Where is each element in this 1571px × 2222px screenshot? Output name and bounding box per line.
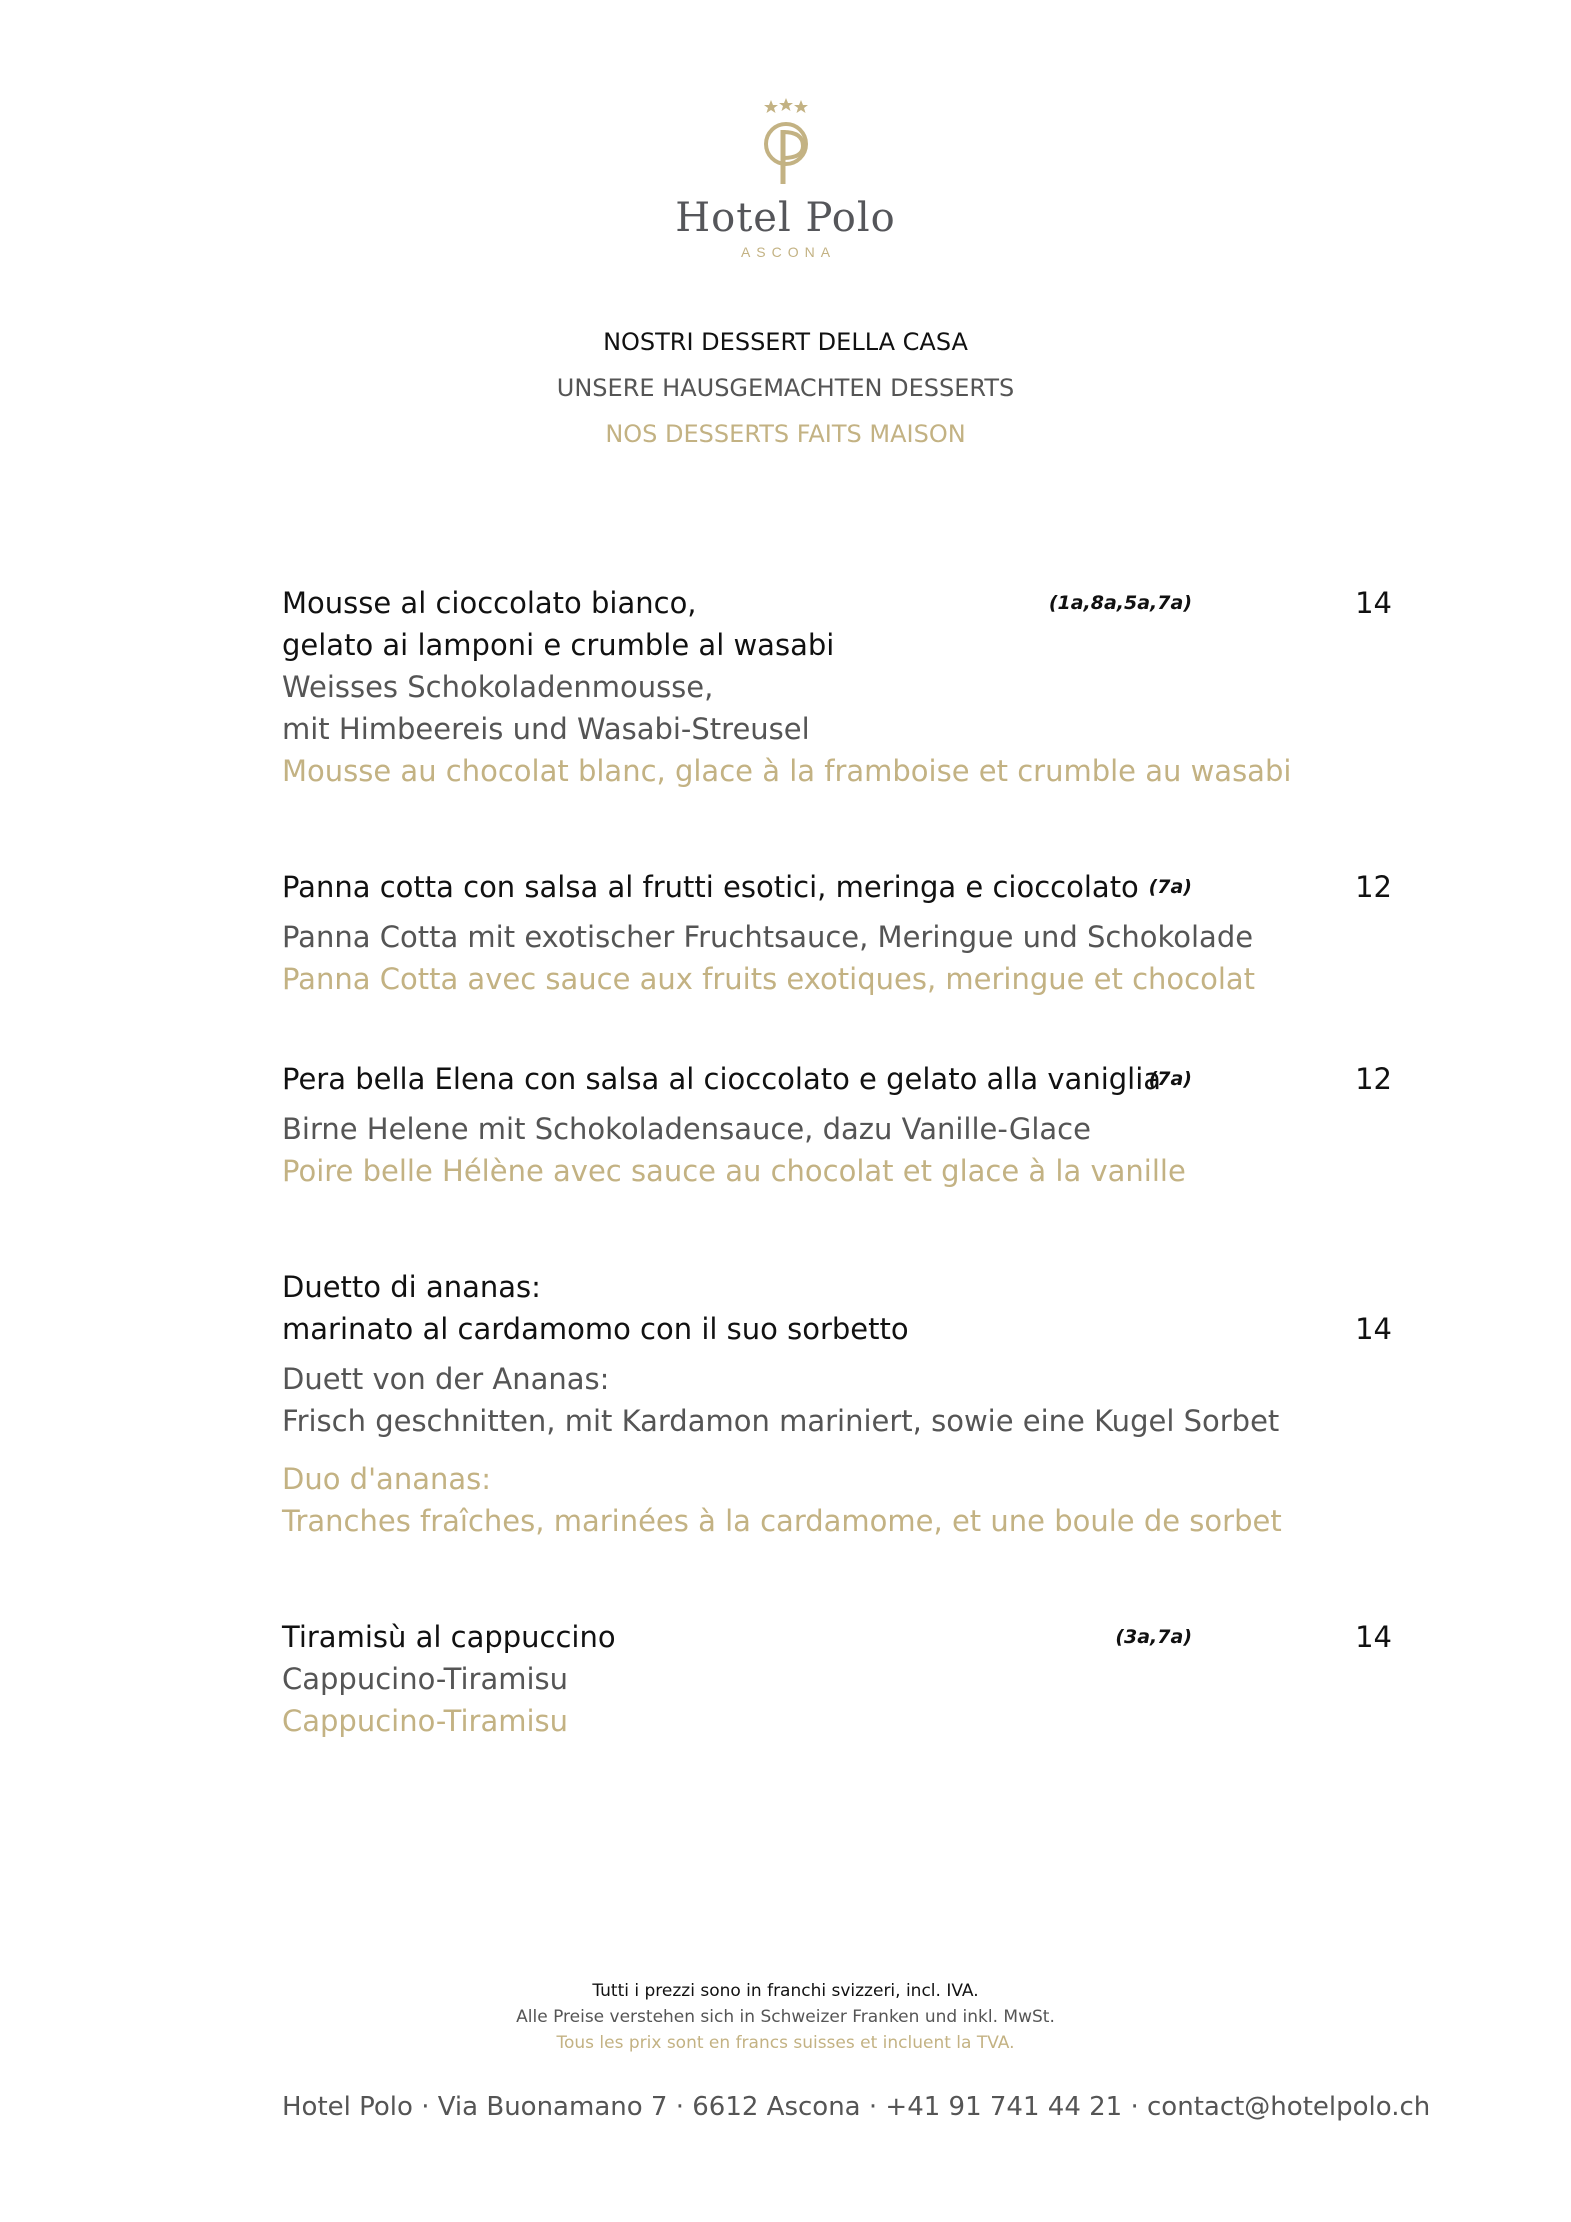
item-name-de: Cappucino-Tiramisu	[282, 1662, 569, 1696]
item-name-de: Birne Helene mit Schokoladensauce, dazu Vanille-Glace	[282, 1112, 1091, 1146]
item-name-de: Frisch geschnitten, mit Kardamon mariniert, sowie eine Kugel Sorbet	[282, 1404, 1280, 1438]
item-name-it: Panna cotta con salsa al frutti esotici, meringa e cioccolato	[282, 870, 1139, 904]
menu-item	[282, 582, 1392, 792]
menu-item	[282, 1058, 1392, 1192]
hotel-name: Hotel Polo	[675, 195, 896, 241]
allergen-codes: (7a)	[1148, 876, 1192, 898]
price-notes	[0, 1978, 1571, 2056]
title-german: UNSERE HAUSGEMACHTEN DESSERTS	[556, 374, 1015, 402]
item-name-it: Duetto di ananas:	[282, 1270, 541, 1304]
item-name-it: marinato al cardamomo con il suo sorbetto	[282, 1312, 909, 1346]
item-price: 12	[1355, 870, 1392, 904]
item-price: 14	[1355, 1620, 1392, 1654]
item-name-de: Duett von der Ananas:	[282, 1362, 610, 1396]
menu-item	[282, 866, 1392, 1000]
menu-item	[282, 1266, 1392, 1542]
price-note-de: Alle Preise verstehen sich in Schweizer Franken und inkl. MwSt.	[516, 2007, 1055, 2027]
item-name-fr: Poire belle Hélène avec sauce au chocolat et glace à la vanille	[282, 1154, 1186, 1188]
hotel-city: ASCONA	[740, 244, 837, 260]
item-name-de: Panna Cotta mit exotischer Fruchtsauce, Meringue und Schokolade	[282, 920, 1254, 954]
item-name-fr: Panna Cotta avec sauce aux fruits exotiques, meringue et chocolat	[282, 962, 1256, 996]
item-name-it: Mousse al cioccolato bianco,	[282, 586, 697, 620]
hotel-logo	[0, 92, 1571, 260]
allergen-codes: (7a)	[1148, 1068, 1192, 1090]
hotel-polo-monogram-icon	[751, 92, 821, 188]
price-note-fr: Tous les prix sont en francs suisses et incluent la TVA.	[556, 2033, 1015, 2053]
item-name-fr: Duo d'ananas:	[282, 1462, 492, 1496]
item-price: 14	[1355, 1312, 1392, 1346]
item-name-it: gelato ai lamponi e crumble al wasabi	[282, 628, 835, 662]
allergen-codes: (3a,7a)	[1115, 1626, 1192, 1648]
title-italian: NOSTRI DESSERT DELLA CASA	[603, 328, 968, 356]
item-name-fr: Mousse au chocolat blanc, glace à la framboise et crumble au wasabi	[282, 754, 1292, 788]
item-name-it: Tiramisù al cappuccino	[282, 1620, 616, 1654]
allergen-codes: (1a,8a,5a,7a)	[1048, 592, 1192, 614]
price-note-it: Tutti i prezzi sono in franchi svizzeri, incl. IVA.	[592, 1981, 979, 2001]
item-name-de: Weisses Schokoladenmousse,	[282, 670, 714, 704]
hotel-address: Hotel Polo · Via Buonamano 7 · 6612 Ascona · +41 91 741 44 21 · contact@hotelpolo.ch	[282, 2092, 1431, 2122]
item-price: 14	[1355, 586, 1392, 620]
item-name-de: mit Himbeereis und Wasabi-Streusel	[282, 712, 810, 746]
item-name-fr: Cappucino-Tiramisu	[282, 1704, 569, 1738]
title-french: NOS DESSERTS FAITS MAISON	[605, 420, 966, 448]
menu-item	[282, 1616, 1392, 1742]
item-name-fr: Tranches fraîches, marinées à la cardamome, et une boule de sorbet	[282, 1504, 1282, 1538]
menu-titles	[0, 325, 1571, 451]
item-price: 12	[1355, 1062, 1392, 1096]
item-name-it: Pera bella Elena con salsa al cioccolato e gelato alla vaniglia	[282, 1062, 1162, 1096]
